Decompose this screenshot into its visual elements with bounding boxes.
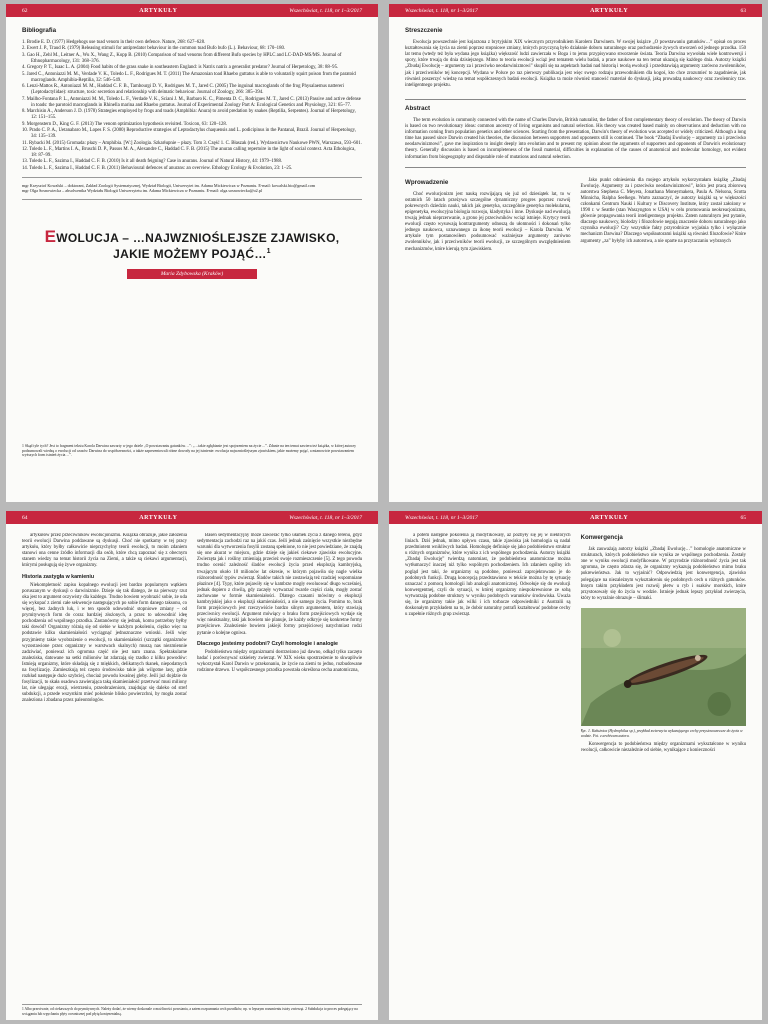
bibliography-list xyxy=(22,40,362,172)
bibliography-item: 5. Jared C., Antoniazzi M. M., Verdade V. K., Toledo L. F., Rodrigues M. T. (2011) The Amazonian toad Rhaebo guttatus is able to voluntarily squirt poison from the paratoid macroglands. Amphibia-Reptilia, 32: 546–549. xyxy=(22,71,356,83)
intro-text-right: Jako punkt odniesienia dla mojego artykułu wykorzystałam książkę „Zbadaj Ewolucję. Argumenty za i przeciwko neodarwinizmowi”, która jest pracą zbiorową autorstwa Stephena C. Meyera, Jonathana Moneymakera, Paula A. Nelsona, Scotta Minnicha, Ralpha Seelkego. Warto zaznaczyć, że autorzy książki są w większości członkami Centrum Nauki i Kultury w Discovery Institute, który został założony w 1990 r. w Seattle (stan Waszyngton w USA) w celu promowania neokreacjonizmu, głównie propagowania teorii inteligentnego projektu. Zatem naturalnym jest pytanie, dlaczego naukowcy, biolodzy i filozofowie negują znaczenie doboru naturalnego jako czynnika ewolucji? Czy wszystkie fakty przyrodnicze wyjaśnia tylko i wyłącznie mechanizm Darwina? Dlaczego współautorami książki są również filozofowie? Które argumenty „za” byłyby ich autorstwa, a nie oparte na przytaczaniu wybranych xyxy=(580,177,746,244)
article-title-block xyxy=(22,226,362,279)
section-label: ARTYKUŁY xyxy=(590,7,629,14)
page-content xyxy=(22,533,362,990)
page-content xyxy=(405,533,746,1014)
bibliography-item: 3. Gao H., Zehl M., Leitner A., Wu X., Wang Z., Kopp B. (2010) Comparison of toad venoms from different Bufo species by HPLC and LC-DAD-MS/MS. Journal of Ethnopharmacology, 131: 368–376. xyxy=(22,52,342,64)
bibliography-item: 10. Prado C. P. A., Uetanabaro M., Lopes F. S. (2000) Reproductive strategies of Leptodactylus chaquensis and L. podicipinus in the Pantanal, Brazil. Journal of Herpetology, 34: 135–139. xyxy=(22,128,356,140)
running-header xyxy=(6,4,378,17)
column-right xyxy=(197,533,362,990)
running-header xyxy=(389,4,762,17)
column-left xyxy=(405,533,571,1014)
figure-caption: Ryc. 1. Kałużnica (Hydrophilus sp.), przykład zwierzęcia wykazującego cechy przystosowawcze do życia w wodzie. Fot. z archiwum autora. xyxy=(580,728,743,738)
bibliography-item: 12. Toledo L. F., Martins I. A., Bruschi D. P., Passos M. A., Alexandre C., Haddad C. F. B. (2015) The anuran calling repertoire in the light of social context. Acta Ethologica, 18: 87–99. xyxy=(22,146,356,159)
intro-columns xyxy=(405,178,746,253)
divider xyxy=(22,177,362,178)
column-left xyxy=(405,178,571,253)
publication-label: Wszechświat, t. 118, nr 1–3/2017 xyxy=(289,7,362,14)
publication-label: Wszechświat, t. 118, nr 1–3/2017 xyxy=(289,514,362,521)
section-label: ARTYKUŁY xyxy=(139,7,178,14)
bibliography-item: 11. Rybacki M. (2015) Gromada: płazy – Amphibia. [W:] Zoologia. Szkarłupnie – płazy. Tom 3. Część 1. C. Błaszak (red.). Wydawnictwo Naukowe PWN, Warszawa, 593–601. xyxy=(22,140,362,146)
publication-label: Wszechświat, t. 118, nr 1–3/2017 xyxy=(405,514,478,521)
page-content xyxy=(405,26,746,496)
footnote: 1 Skąd tyle tych? Jest to fragment tekstu Karola Darwina zawarty w jego dziele „O powstawaniu gatunków…”: „…takie zgłębianie jest spojrzeniem na życie ...”. Zdanie na ten temat zawiera też książka, w której autorzy podsumowali wiedzę o ewolucji od czasów Darwina do współczesności, a także zaprezentowali różne dowody na jej istnienie: ewolucja najwznioślejszym zjawiskiem, jakie możemy pojąć, a mianowicie powstawaniem wyższych form istnień życia…”. xyxy=(22,444,356,458)
page-number: 65 xyxy=(740,514,746,521)
column-right xyxy=(581,178,747,253)
page-content xyxy=(22,26,362,496)
paragraph: a potem następne pokolenia ją modyfikowały, aż pozbyły się jej w niektórych liniach. Dziś jednak, mimo upływu czasu, takie zjawiska jak homologia są nadal przedmiotem wnikliwych badań. Homologię definiuje się jako podobieństwo struktur u różnych organizmów, które wynika z ich wspólnego pochodzenia. Autorzy książki „Zbadaj Ewolucję” twierdzą natomiast, że podobieństwa anatomiczne można wytłumaczyć inaczej niż tylko wspólnym pochodzeniem. Ich zdaniem ogólny ich pogląd jest taki, że organizmy są podobne, ponieważ zaprojektowano je do podobnych funkcji. Drugą koncepcją przedstawiono w tekście można by tę sytuację oznaczać z pomocą homologii lub analogii anatomicznej. Odwołuje się do ewolucji konwergentnej, czyli do sytuacji, w której organizmy niespokrewnione ze sobą wytwarzają podobne struktury w wyniku podobnych warunków środowiska. Uważa się, że organizmy takie jak wilki i ich torbacze odpowiedniki z Australii są doskonałym przykładem na to, że dobór naturalny potrafi kształtować podobne cechy u zupełnie różnych grup zwierząt. xyxy=(405,533,571,618)
page-62 xyxy=(6,4,378,502)
section-label: ARTYKUŁY xyxy=(590,514,629,521)
convergence-heading: Konwergencja xyxy=(580,534,623,541)
summary-heading: Streszczenie xyxy=(405,27,443,34)
bibliography-item: 9. Morgenstern D., King G. F. (2013) The venom optimization hypothesis revisited. Toxicon, 63: 120–128. xyxy=(22,121,227,127)
abstract-box xyxy=(405,99,746,168)
subheading-homology: Dlaczego jesteśmy podobni? Czyli homologie i analogie xyxy=(197,640,338,647)
bibliography-item: 2. Ewert J. P., Traud R. (1979) Releasing stimuli for antipredator behaviour in the common toad Bufo bufo (L.). Behaviour, 68: 170–180. xyxy=(22,46,286,52)
running-header xyxy=(6,511,378,524)
bibliography-item: 1. Brodie E. D. (1977) Hedgehogs use toad venom in their own defence. Nature, 268: 627–628. xyxy=(22,40,206,46)
bibliography-item: 13. Toledo L. F., Sazima I., Haddad C. F. B. (2010) Is it all death feigning? Case in anurans. Journal of Natural History, 44: 1979–1988. xyxy=(22,159,283,165)
intro-text-left: Choć ewolucjonizm jest nauką rozwijającą się już od dziesiątek lat, to w ostatnich 50 latach przeżywa szczególne dynamiczny progres poprzez rozwój pokrewnych dziedzin nauki, takich jak genetyka, szczególnie genetyka molekularna, epigenetyka, ewolucyjna biologia rozwoju, kladystyka i inne. Dyskusje nad ewolucją trwają jednak nieprzerwanie, a grono jej przeciwników wciąż istnieje. Krytycy teorii ewolucji często wysuwają kontrargumenty odnoszą do ułomności i dokonań tylko jednego naukowca, uznawanego za ikonę teorii ewolucji – Karola Darwina. W artykule tym postanowiłem podsumować ważniejsze argumenty zarówno zwolenników, jak i przeciwników teorii ewolucji, ze szczególnym uwzględnieniem mechanizmów, które kierują tym zjawiskiem. xyxy=(405,191,571,252)
author-affiliations: mgr Krzysztof Kowalski – doktorant, Zakład Zoologii Systematycznej, Wydział Biologii, Uniwersytet im. Adama Mickiewicza w Poznaniu. E-mail: kowalski.bio@gmail.com mgr Olga Sosnowiecka – absolwentka Wydziału Biologii Uniwersytetu im. Adama Mickiewicza w Poznaniu. E-mail: olga.sosnowiecka@o2.pl xyxy=(22,182,316,194)
running-header xyxy=(389,511,762,524)
intro-heading: Wprowadzenie xyxy=(405,178,449,186)
abstract-heading: Abstract xyxy=(405,104,431,112)
article-author: Maria Zdybowska (Kraków) xyxy=(127,269,257,279)
title-initial: E xyxy=(44,226,57,246)
paragraph: Konwergencja to podobieństwa między organizmami wykształcone w wyniku ewolucji, całkowicie niezależnie od siebie, wynikające z konieczności xyxy=(580,742,746,754)
footnotes: 1 Albo przeciwnie, od ciekawszych do prymitywnych. Należy dodać, że wiemy doskonale o możliwości powstania, a zatem rozpoznania cech przodków, np. w lepszym rozumieniu istoty zwierząt. 2 Subdukcja to proces polegający na wciąganiu lub wpychaniu płyty oceanicznej pod płytę kontynentalną. xyxy=(22,1004,362,1016)
bibliography-item: 14. Toledo L. F., Sazima I., Haddad C. F. B. (2011) Behavioural defences of anurans: an overview. Ethology Ecology & Evolution, 23: 1–25. xyxy=(22,165,293,171)
paragraph: Jak zauważają autorzy książki „Zbadaj Ewolucję…” homologie anatomiczne w strukturach, których podobieństwo nie wynika ze wspólnego pochodzenia. Zostały one w wyniku ewolucji modyfikowane. W przyrodzie różnorodność życia jest tak ogromna, że często zdarza się, że organizmy wykazują podobieństwo mimo braku pokrewieństwa. Jak to wyjaśnić? Odpowiedzią jest konwergencja, zjawisko polegające na niezależnym wykształceniu się podobnych cech u różnych gatunków. Innym takim przykładem jest rozwój płetw u ryb i ssaków morskich, które przystosowały się do życia w wodzie. Istnieje jednak lepszy przykład zwierzęcia, który to wyraźnie obrazuje – ślimaki. xyxy=(580,547,746,601)
figure-photo xyxy=(581,608,747,726)
page-63 xyxy=(389,4,762,502)
bibliography-item: 4. Gregory P. T., Isaac L. A. (2004) Food habits of the grass snake in southeastern England: is Natrix natrix a generalist predator? Journal of Herpetology, 38: 88–95. xyxy=(22,65,339,71)
paragraph: Basen sedymentacyjny może zawierać tylko ułamek życia z danego terenu, gdyż sedymentacja zachodzi raz na jakiś czas. Jeśli jednak zaśnięcie wszystkie niezbędne warunki dla wytworzenia fosylii zostaną spełnione, to nie jest powiedziane, że znajdą się one akurat w miejscu, gdzie dzieje się jakieś ciekawe zjawisko ewolucyjne. Zwierzęta jak i rośliny zmieniają przecież swoje rozmieszczenie [5]. Z tego powodu trudno ocenić zależność śladów ewolucji życia przed eksplozją kambryjską, trwającym około 10 milionów lat okresie, w którym pojawiła się nagle wielka różnorodność typów zwierząt. Śladów takich nie zostawiają też rzadziej wspomniane płazince [4]. Typy, które pojawiły się w kambrze mogły ewoluować długo wcześniej, jednak dopiero z chwilą, gdy zaczęły wytwarzać twarde części ciała, mogły zostać zachowane w formie skamieniałości. Dlatego czasami mówimy o eksplozji kambryjskiej jako o eksplozji skamieniałości, a nie samego życia. Pomimo to, brak form przejściowych jest rzeczywiście bardzo silnym argumentem, który stawiają przeciwnicy ewolucji. Argument mówiący o braku form przejściowych wydaje się więc nieaktualny, taki jak bowiem nie planuje, że każdy odkryje się konkretne formy przejściowe. Znalezienie bowiem jakiejś formy przejściowej natychmiast rodzi pytanie o kolejne ogniwa. xyxy=(197,533,362,636)
bibliography-item: 8. Marchisin A., Anderson J. D. (1978) Strategies employed by frogs and toads (Amphibia: Anura) to avoid predation by snakes (Reptilia, Serpentes). Journal of Herpetology, 12: 151–155. xyxy=(22,109,356,121)
section-label: ARTYKUŁY xyxy=(139,514,178,521)
column-right xyxy=(581,533,747,1014)
bibliography-heading: Bibliografia xyxy=(22,27,57,34)
paragraph: Niekompletność zapisu kopalnego ewolucji jest bardzo popularnym wątkiem poruszanym w dyskusji o darwinizmie. Dzieje się tak dlatego, że na pierwszy rzut oka jest to argument oczywisty dla każdego. Trudno bowiem wyobrazić sobie, że uda się wykopać z ziemi całe sekwencje następujących po sobie form danego taksonu, co więcej, bez żadnych luk, i w ten sposób udowodnić stopniowe zmiany – od prymitywnych form do coraz bardziej złożonych, a przez to udowodnić ideę pochodzenia od wspólnego przodka. Zastanówmy się jednak, komu potrzebny byłby taki dowód? Organizmy różnią się od siebie w każdym pokoleniu, ciężko więc na podstawie kilku skamieniałości wyciągnąć jednoznaczne wnioski. Jeśli więc przyjmiemy takie wyobrażenie o ewolucji, to skamieniałości (szczątki organizmów wyzostawione przez organizmy w warstwach skalnych) muszą nas niezmiennie zadziwiać, ponieważ ich ogromna część nie jest nam znana. Spektakularne znaleziska, datowane na setki milionów lat zdarzają się rzadko z kilku powodów: Istnieją organizmy, które składają się z miękkich, delikatnych tkanek, niepodatnych na fosylizację. Zamieszkują też często środowisko takie jak wilgotne lasy, gdzie rozkład następuje dużo szybciej, chociaż powodu kwaśnej gleby. Jeśli już dojdzie do fosylizacji, to skała osadowa zawierająca taką skamieniałość przetrwać musi miliony lat, nie ulegając erozji, wietrzeniu, przeobrażeniom, znajdując się daleko od stref subdukcji, a przede wszystkim mieć położenie blisko powierzchni, by mogła zostać znaleziona i zbadana przez paleontologów. xyxy=(22,582,187,704)
bibliography-item: 6. Lenzi-Mattos R., Antoniazzi M. M., Haddad C. F. B., Tambourgi D. V., Rodrigues M. T., Jared C. (2005) The inguinal macroglands of the frog Physalaemus nattereri (Leptodactylidae): structure, toxic secretion and relationship with deimatic behaviour. Journal of Zoology, 266: 385–394. xyxy=(22,84,345,96)
page-number: 62 xyxy=(22,7,28,14)
divider xyxy=(22,199,362,200)
page-64 xyxy=(6,511,378,1020)
beetle-photo-icon xyxy=(581,608,747,726)
abstract-text: The term evolution is commonly connected with the name of Charles Darwin, British naturalist, the father of first complementary theory of evolution. The theory of Darwin is based on two revolutionary ideas: common ancestry of living organisms and natural selection. His theory was created based mainly on observations and deduction with no information coming from population genetics and other sciences. Starting from the presentation, Darwin's theory of evolution was accepted or widely criticized. Although a long time has passed since Darwin created his theories, the discussion between supporters and opponents still is continued. The book “Zbadaj Ewolucję – argumenty za i przeciwko neodarwinizmowi”, gave me inspiration to insight deeply into evolution and to present my opinion about the arguments of supporters and opponents of Darwin's evolutionary theory. Generally discussion is based on incompleteness of the fossil material, difficulties in explanation of the causes of anatomical and molecular homology, not evident information from biogeography and disputable role of mutations and natural selection. xyxy=(405,117,746,160)
body-columns xyxy=(405,533,746,1014)
article-title-line-1: EWOLUCJA – …NAJWZNIOŚLEJSZE ZJAWISKO, xyxy=(44,226,340,246)
column-left xyxy=(22,533,187,990)
body-columns xyxy=(22,533,362,990)
page-number: 63 xyxy=(740,7,746,14)
paragraph: Podobieństwa między organizmami dostrzeżono już dawno, odkąd tylko zaczęto badać i porównywać szkielety zwierząt. W XIX wieku spostrzeżenie to skwapliwie wykorzystał Karol Darwin w przekonaniu, że życie na ziemi to jedno, rozbudowane rodzinne drzewo. U współczesnego przodka powstała określona cecha anatomiczna, xyxy=(197,649,362,673)
page-number: 64 xyxy=(22,514,28,521)
subheading-fossil: Historia zastygła w kamieniu xyxy=(22,573,95,580)
paragraph: artykułów przez przeciwników ewolucjonizmu. Książka obrazuje, jakie założenia teorii ewolucji Darwina poddawane są dyskusji. Choć nie spotkamy w tej pracy artykułu, który byłby całkowicie nieprzychylny teorii ewolucji, to moim zdaniem stanowi ona cenne źródło informacji dla osób, które chcą zapoznać się z obecnym stanem wiedzy na temat historii życia na Ziemi, a także są ciekawi argumentacji, którymi posługują się żywe organizmy. xyxy=(22,533,187,569)
page-65 xyxy=(389,511,762,1020)
bibliography-item: 7. Mailho-Fontana P. L., Antoniazzi M. M., Toledo L. F., Verdade V. K., Sciani J. M., Barbaro K. C., Pimenta D. C., Rodrigues M. T., Jared C. (2013) Passive and active defense in toads: the parotoid macroglands in Rhinella marina and Rhaebo guttatus. Journal of Experimental Zoology Part A: Ecological Genetics and Physiology, 321: 65–77. xyxy=(22,96,361,108)
article-title-line-2: JAKIE MOŻEMY POJĄĆ…$^1$ xyxy=(113,246,271,261)
publication-label: Wszechświat, t. 118, nr 1–3/2017 xyxy=(405,7,478,14)
summary-text: Ewolucja powszechnie jest kojarzona z brytyjskim XIX wiecznym przyrodnikiem Karolem Darwinem. W swojej książce „O powstawaniu gatunków…” opisał on proces kształtowania się życia na ziemi poprzez stopniowe zmiany, których przyczyną było działanie doboru naturalnego oraz pochodzenie żywych stworzeń od jednego przodka. 150 lat temu (wtedy też była wydana jego książka) większość ludzi zawierzała w Boga i to jemu przypisywano stworzenie świata. Teoria Darwina wywołała wiele kontrowersji i spory, które trwają do dnia dzisiejszego. Mimo to teoria ewolucji wciąż jest tematem wielu badań, a prace naukowe na ten temat ukazują się każdego dnia. Autorzy książki „Zbudaj Ewolucję – argumenty za i przeciwko neodarwinizmowi” skupili się na aspektach badań nad historią i teorią ewolucji i przedstawiają argumenty zarówno zwolenników, jak i przeciwników tej koncepcji. Wydana w Polsce po raz pierwszy publikacja jest więc swego rodzaju przewodnikiem dla kogoś, kto chce zrozumieć to zagadnienie, jak również poszerzyć wiedzę na temat współczesnych badań ewolucji. Książka ta może również stanowić materiał do dyskusji, jaką prowadzą naukowcy oraz zwolennicy tzw. inteligentnego projektu. xyxy=(405,40,746,88)
